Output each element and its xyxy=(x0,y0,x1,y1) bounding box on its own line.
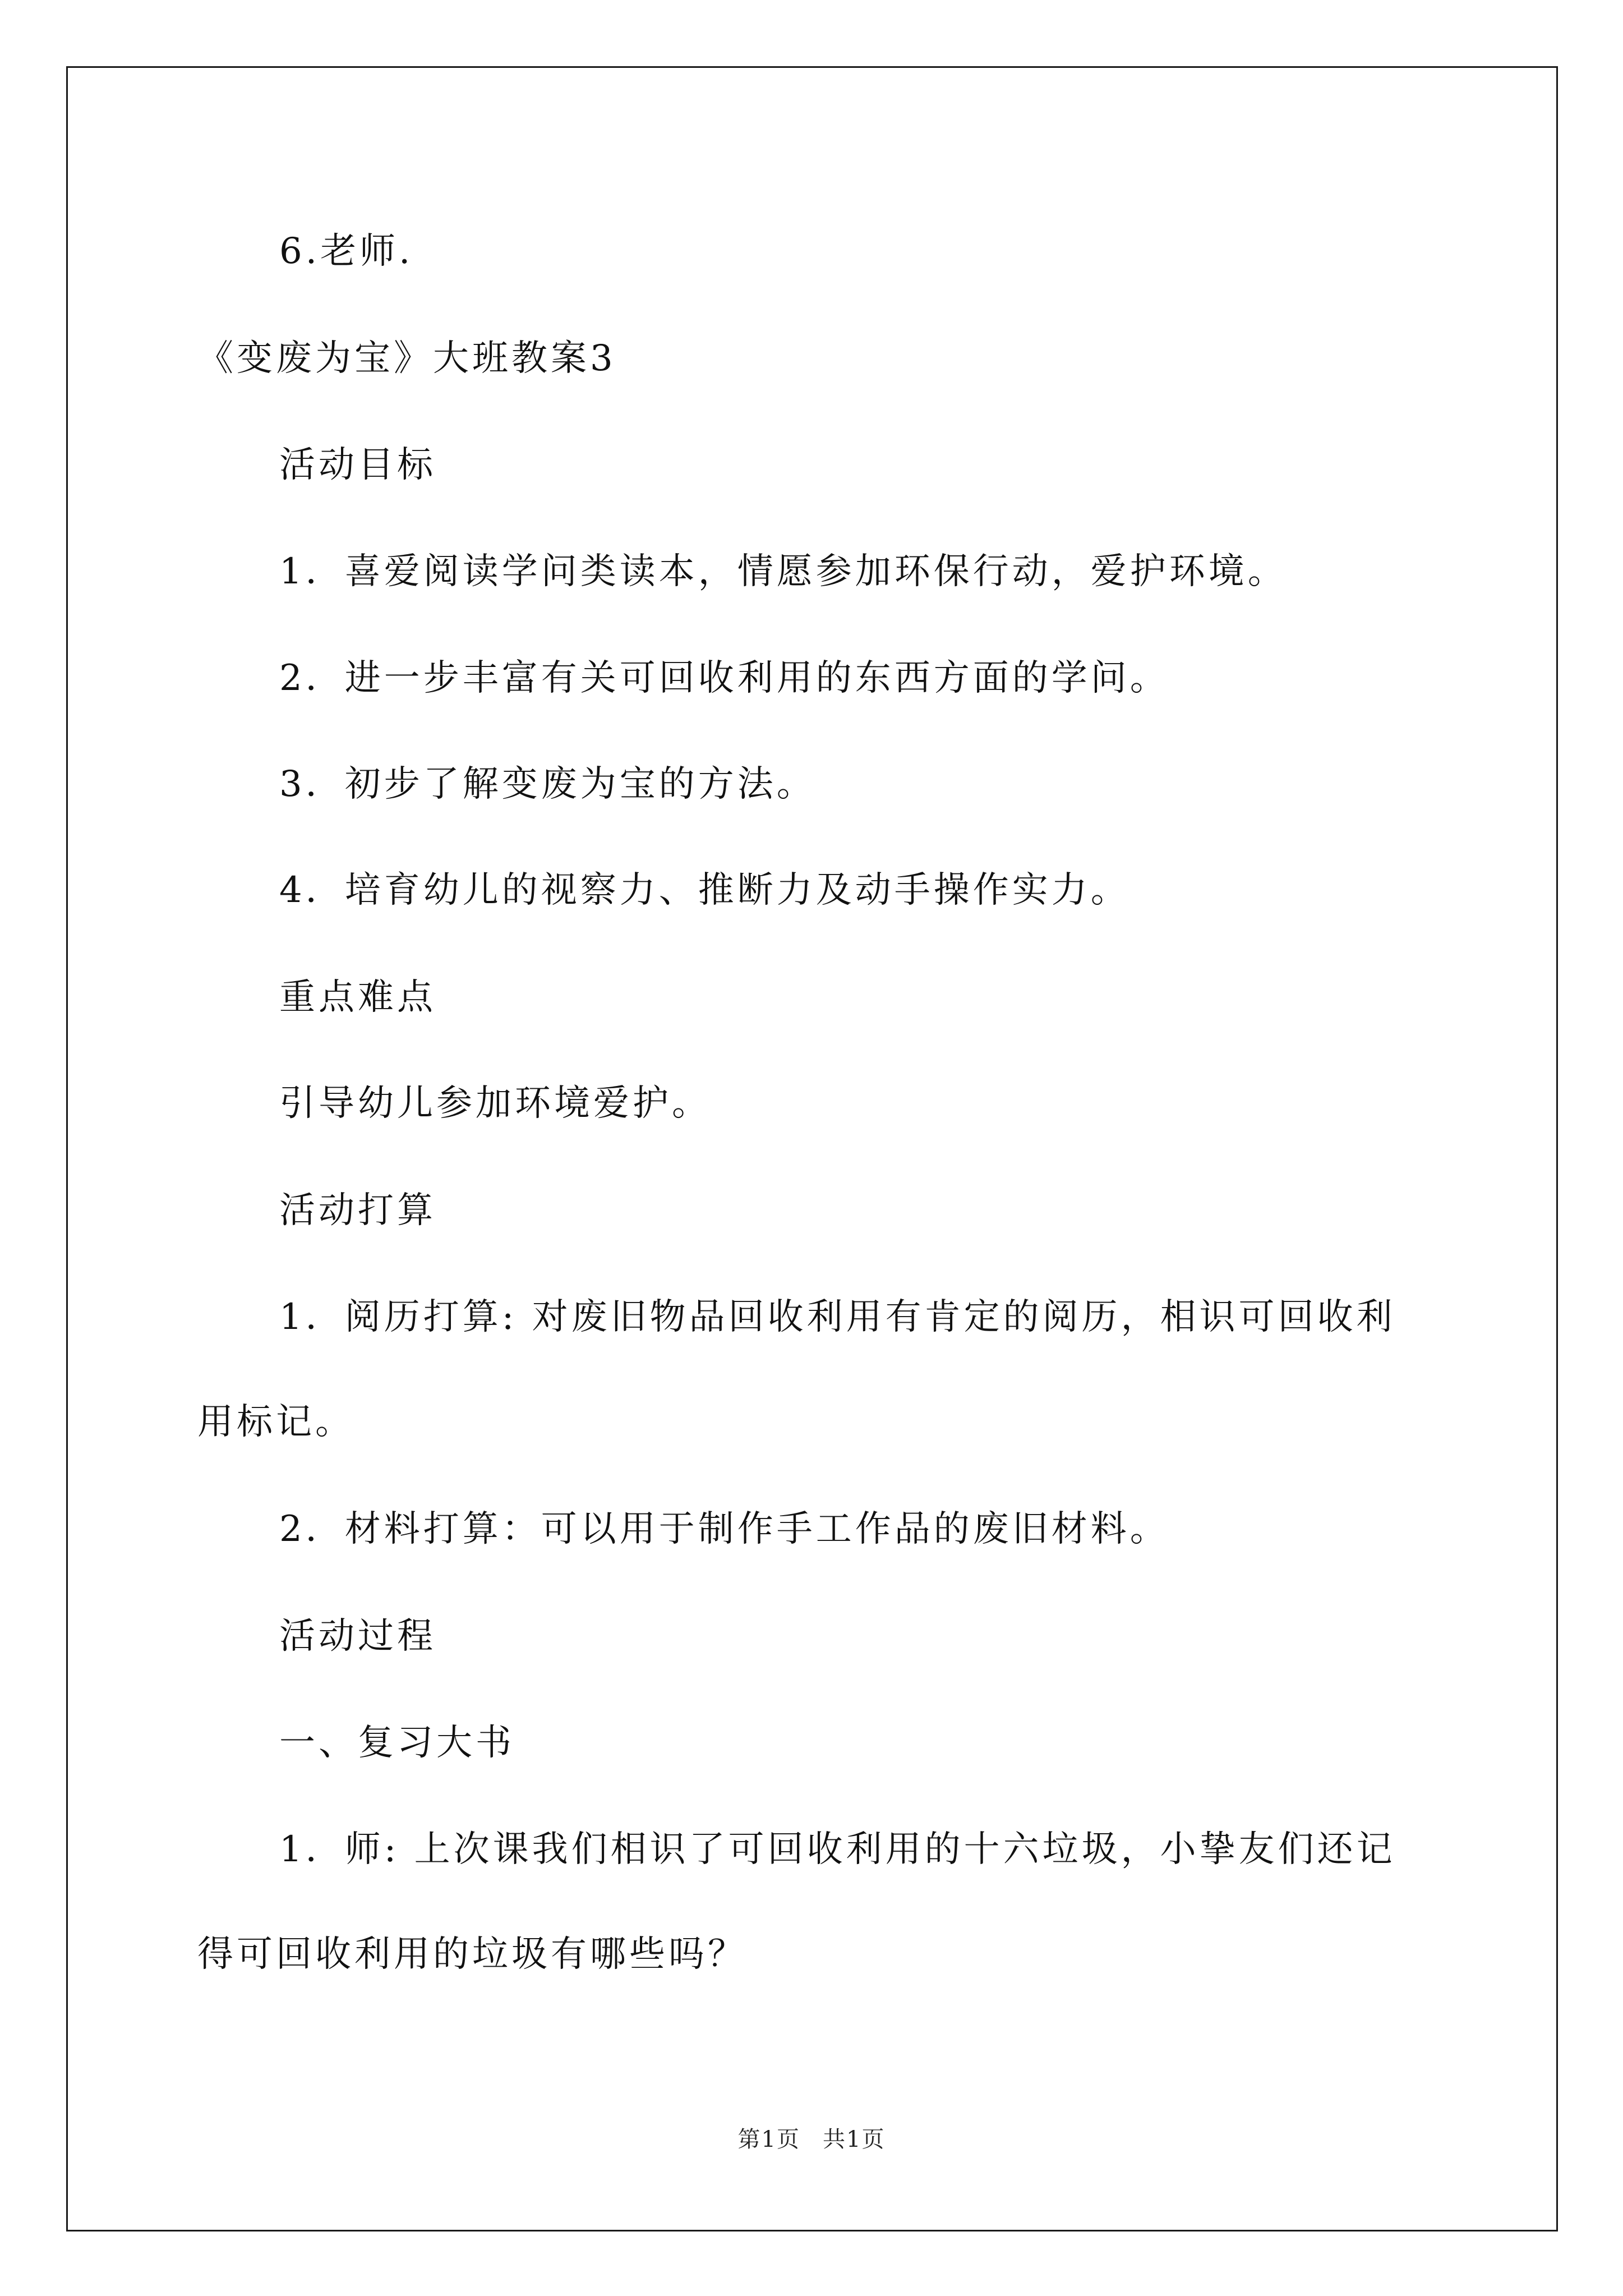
process-paragraph-continued: 得可回收利用的垃圾有哪些吗？ xyxy=(197,1934,747,1975)
page-number: 第1页 xyxy=(737,2127,800,2152)
prep-item-1: 1．阅历打算: 对废旧物品回收利用有肯定的阅历，相识可回收利 xyxy=(279,1296,1396,1338)
page-border xyxy=(66,66,1558,2231)
text-line-1: 6.老师. xyxy=(279,231,414,272)
heading-process: 活动过程 xyxy=(279,1616,436,1657)
goal-item-3: 3．初步了解变废为宝的方法。 xyxy=(279,763,816,805)
process-step-1-title: 一、复习大书 xyxy=(279,1722,515,1764)
goal-item-4: 4．培育幼儿的视察力、推断力及动手操作实力。 xyxy=(279,869,1130,911)
key-point-text: 引导幼儿参加环境爱护。 xyxy=(279,1083,711,1124)
heading-preparation: 活动打算 xyxy=(279,1190,436,1231)
heading-key-points: 重点难点 xyxy=(279,977,436,1018)
heading-activity-goals: 活动目标 xyxy=(279,444,436,486)
prep-item-2: 2．材料打算：可以用于制作手工作品的废旧材料。 xyxy=(279,1508,1169,1550)
goal-item-2: 2．进一步丰富有关可回收利用的东西方面的学问。 xyxy=(279,657,1169,699)
prep-item-1-continued: 用标记。 xyxy=(197,1401,354,1443)
process-paragraph: 1．师: 上次课我们相识了可回收利用的十六垃圾，小挚友们还记 xyxy=(279,1829,1396,1870)
goal-item-1: 1．喜爱阅读学问类读本，情愿参加环保行动，爱护环境。 xyxy=(279,551,1287,592)
page-footer xyxy=(0,2128,1623,2151)
section-title: 《变废为宝》大班教案3 xyxy=(197,338,616,379)
page-total: 共1页 xyxy=(823,2127,886,2152)
